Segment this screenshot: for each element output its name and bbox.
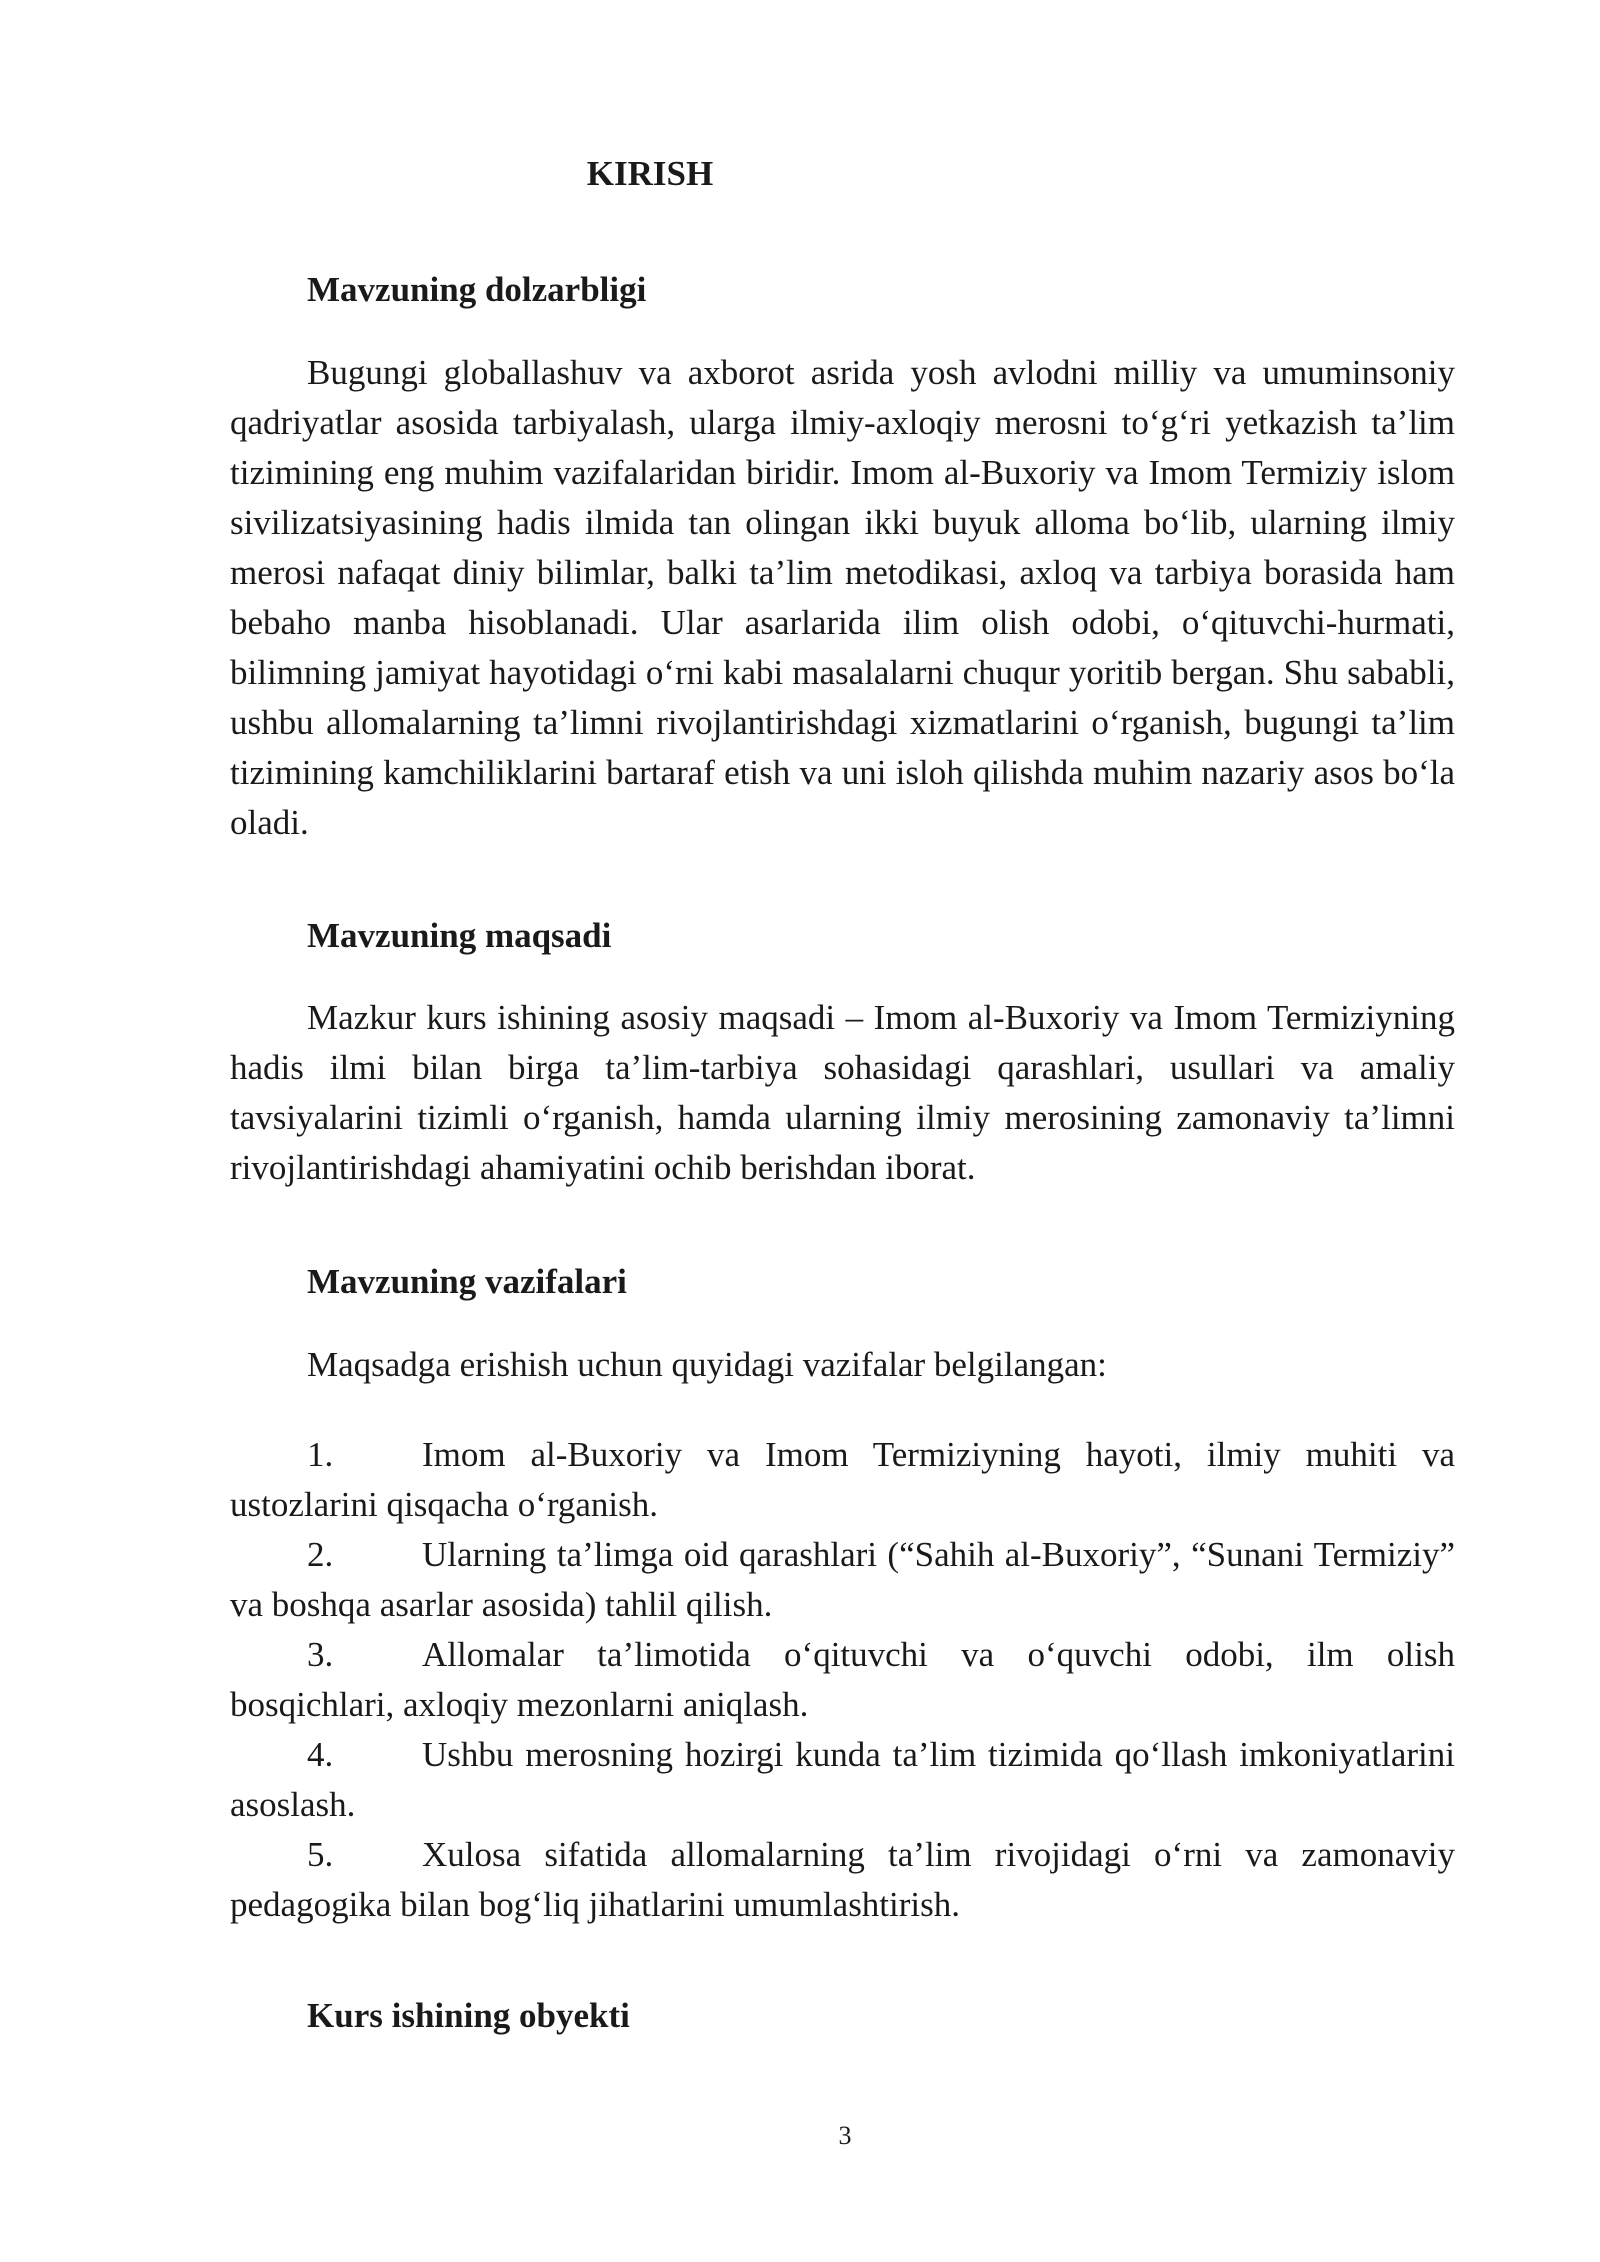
task-list: [230, 1430, 1455, 1930]
list-item-text: Xulosa sifatida allomalarning ta’lim rivojidagi o‘rni va zamonaviy pedagogika bilan bog‘liq jihatlarini umumlashtirish.: [230, 1835, 1455, 1924]
list-item: [230, 1430, 1455, 1530]
list-item-text: Ushbu merosning hozirgi kunda ta’lim tizimida qo‘llash imkoniyatlarini asoslash.: [230, 1735, 1455, 1824]
lead-vazifalari: Maqsadga erishish uchun quyidagi vazifalar belgilangan:: [307, 1345, 1107, 1384]
list-item: [230, 1830, 1455, 1930]
paragraph-dolzarbligi: Bugungi globallashuv va axborot asrida yosh avlodni milliy va umuminsoniy qadriyatlar asosida tarbiyalash, ularga ilmiy-axloqiy merosni to‘g‘ri yetkazish ta’lim tizimining eng muhim vazifalaridan biridir. Imom al-Buxoriy va Imom Termiziy islom sivilizatsiyasining hadis ilmida tan olingan ikki buyuk alloma bo‘lib, ularning ilmiy merosi nafaqat diniy bilimlar, balki ta’lim metodikasi, axloq va tarbiya borasida ham bebaho manba hisoblanadi. Ular asarlarida ilim olish odobi, o‘qituvchi-hurmati, bilimning jamiyat hayotidagi o‘rni kabi masalalarni chuqur yoritib bergan. Shu sababli, ushbu allomalarning ta’limni rivojlantirishdagi xizmatlarini o‘rganish, bugungi ta’lim tizimining kamchiliklarini bartaraf etish va uni isloh qilishda muhim nazariy asos bo‘la oladi.: [230, 353, 1455, 842]
page-number: 3: [838, 2121, 852, 2150]
heading-obyekti: Kurs ishining obyekti: [307, 1996, 630, 2035]
list-item-text: Imom al-Buxoriy va Imom Termiziyning hayoti, ilmiy muhiti va ustozlarini qisqacha o‘rganish.: [230, 1435, 1455, 1524]
list-item-number: 1.: [307, 1435, 334, 1474]
paragraph-maqsadi: Mazkur kurs ishining asosiy maqsadi – Imom al-Buxoriy va Imom Termiziyning hadis ilmi bilan birga ta’lim-tarbiya sohasidagi qarashlari, usullari va amaliy tavsiyalarini tizimli o‘rganish, hamda ularning ilmiy merosining zamonaviy ta’limni rivojlantirishdagi ahamiyatini ochib berishdan iborat.: [230, 998, 1455, 1187]
page-title: KIRISH: [586, 154, 714, 193]
heading-maqsadi: Mavzuning maqsadi: [307, 916, 612, 955]
list-item-number: 3.: [307, 1635, 334, 1674]
list-item-number: 4.: [307, 1735, 334, 1774]
heading-dolzarbligi: Mavzuning dolzarbligi: [307, 270, 647, 309]
list-item: [230, 1730, 1455, 1830]
list-item-number: 5.: [307, 1835, 334, 1874]
list-item-text: Ularning ta’limga oid qarashlari (“Sahih al-Buxoriy”, “Sunani Termiziy” va boshqa asarlar asosida) tahlil qilish.: [230, 1535, 1455, 1624]
list-item-number: 2.: [307, 1535, 334, 1574]
heading-vazifalari: Mavzuning vazifalari: [307, 1262, 627, 1301]
list-item: [230, 1530, 1455, 1630]
list-item: [230, 1630, 1455, 1730]
list-item-text: Allomalar ta’limotida o‘qituvchi va o‘quvchi odobi, ilm olish bosqichlari, axloqiy mezonlarni aniqlash.: [230, 1635, 1455, 1724]
